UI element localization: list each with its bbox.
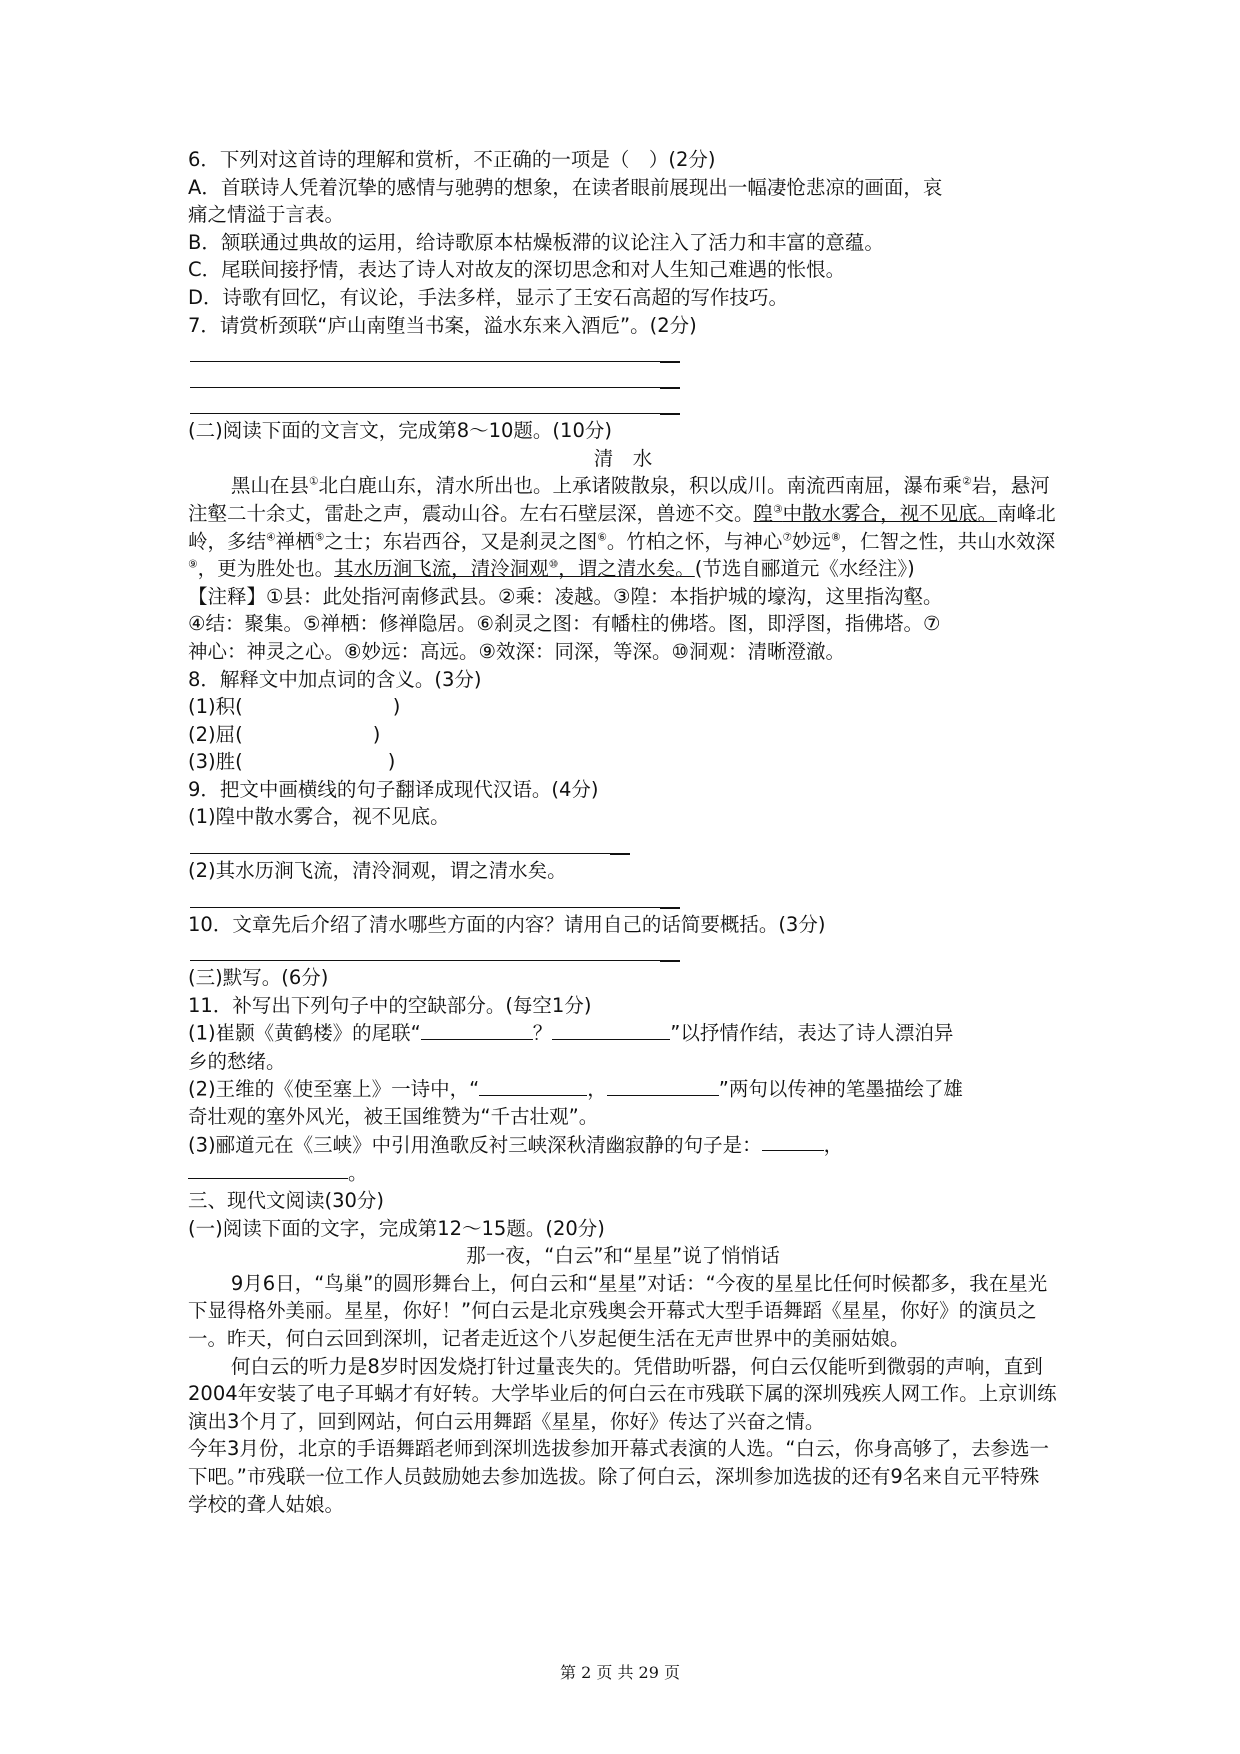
q6-option-d: D．诗歌有回忆，有议论，手法多样，显示了王安石高超的写作技巧。 xyxy=(188,285,789,309)
q6-option-c: C．尾联间接抒情，表达了诗人对故友的深切思念和对人生知己难遇的怅恨。 xyxy=(188,258,846,282)
answer-line[interactable] xyxy=(188,365,1058,391)
article-paragraph: 9月6日，“鸟巢”的圆形舞台上，何白云和“星星”对话：“今夜的星星比任何时候都多，我在星光下显得格外美丽。星星，你好！”何白云是北京残奥会开幕式大型手语舞蹈《星星，你好》的演员之一。昨天，何白云回到深圳，记者走近这个八岁起便生活在无声世界中的美丽姑娘。 xyxy=(188,1271,1048,1350)
note-marker: ⑤ xyxy=(314,530,325,544)
q8-item: (2)屈( ) xyxy=(188,722,381,746)
section2-heading: (二)阅读下面的文言文，完成第8～10题。(10分) xyxy=(188,419,612,443)
article-paragraph: 今年3月份，北京的手语舞蹈老师到深圳选拔参加开幕式表演的人选。“白云，你身高够了，去参选一下吧。”市残联一位工作人员鼓励她去参加选拔。除了何白云，深圳参加选拔的还有9名来自元平特殊学校的聋人姑娘。 xyxy=(188,1437,1050,1516)
fill-blank[interactable] xyxy=(762,1131,824,1152)
q9-sentence-1: (1)隍中散水雾合，视不见底。 xyxy=(188,805,450,829)
note-marker: ⑦ xyxy=(782,530,793,544)
fill-blank[interactable] xyxy=(607,1075,719,1096)
answer-line[interactable] xyxy=(188,885,1058,911)
section3-heading: (三)默写。(6分) xyxy=(188,966,329,990)
note-marker: ⑥ xyxy=(597,530,607,544)
answer-line[interactable] xyxy=(188,339,1058,365)
article-paragraph: 何白云的听力是8岁时因发烧打针过量丧失的。凭借助听器，何白云仅能听到微弱的声响，直到2004年安装了电子耳蜗才有好转。大学毕业后的何白云在市残联下属的深圳残疾人网工作。上京训练演出3个月了，回到网站，何白云用舞蹈《星星，你好》传达了兴奋之情。 xyxy=(188,1354,1057,1433)
document-page xyxy=(188,146,1058,1518)
note-marker: ② xyxy=(962,474,972,488)
passage-title: 清 水 xyxy=(593,446,653,470)
part3-heading: 三、现代文阅读(30分) xyxy=(188,1189,385,1212)
q11-item-1: (1)崔颢《黄鹤楼》的尾联“ ？ ”以抒情作结，表达了诗人漂泊异 乡的愁绪。 xyxy=(188,1019,1058,1075)
q8-item: (3)胜( ) xyxy=(188,750,396,774)
q6-option-a-line2: 痛之情溢于言表。 xyxy=(188,203,345,227)
q6-stem: 6．下列对这首诗的理解和赏析，不正确的一项是（ ）(2分) xyxy=(188,148,716,171)
annotation-line: 【注释】①县：此处指河南修武县。②乘：凌越。③隍：本指护城的壕沟，这里指沟壑。 xyxy=(188,584,943,608)
q11-item-2: (2)王维的《使至塞上》一诗中，“ ， ”两句以传神的笔墨描绘了雄 奇壮观的塞外风光，被王国维赞为“千古壮观”。 xyxy=(188,1075,1058,1131)
note-marker: ⑨ xyxy=(188,557,198,571)
annotation-line: 神心：神灵之心。⑧妙远：高远。⑨效深：同深，等深。⑩洞观：清晰澄澈。 xyxy=(188,639,845,663)
fill-blank[interactable] xyxy=(421,1019,533,1040)
q9-sentence-2: (2)其水历涧飞流，清泠洞观，谓之清水矣。 xyxy=(188,859,567,883)
note-marker: ④ xyxy=(266,530,276,544)
answer-line[interactable] xyxy=(188,391,1058,417)
answer-line[interactable] xyxy=(188,831,1058,857)
fill-blank[interactable] xyxy=(188,1159,348,1180)
q9-stem: 9．把文中画横线的句子翻译成现代汉语。(4分) xyxy=(188,777,599,801)
q8-item: (1)积( ) xyxy=(188,695,401,719)
q6-option-b: B．颔联通过典故的运用，给诗歌原本枯燥板滞的议论注入了活力和丰富的意蕴。 xyxy=(188,230,884,254)
classical-passage: 黑山在县①北白鹿山东，清水所出也。上承诸陂散泉，积以成川。南流西南屈，瀑布乘②岩，悬河注壑二十余丈，雷赴之声，震动山谷。左右石壁层深，兽迹不交。隍③中散水雾合，视不见底。南峰北岭，多结④禅栖⑤之士；东岩西谷，又是刹灵之图⑥。竹柏之怀，与神心⑦妙远⑧，仁智之性，共山水效深⑨，更为胜处也。其水历涧飞流，清泠洞观⑩，谓之清水矣。(节选自郦道元《水经注》) xyxy=(188,474,1056,581)
article-title: 那一夜，“白云”和“星星”说了悄悄话 xyxy=(466,1244,780,1268)
q10-stem: 10．文章先后介绍了清水哪些方面的内容？请用自己的话简要概括。(3分) xyxy=(188,912,826,936)
note-marker: ① xyxy=(308,474,319,488)
underlined-sentence-1: 隍③中散水雾合，视不见底。 xyxy=(753,501,998,525)
page-footer: 第 2 页 共 29 页 xyxy=(560,1663,680,1682)
annotation-line: ④结：聚集。⑤禅栖：修禅隐居。⑥刹灵之图：有幡柱的佛塔。图，即浮图，指佛塔。⑦ xyxy=(188,612,941,636)
q6-option-a-line1: A．首联诗人凭着沉挚的感情与驰骋的想象，在读者眼前展现出一幅凄怆悲凉的画面，哀 xyxy=(188,175,943,199)
answer-line[interactable] xyxy=(188,938,1058,964)
q11-item-3: (3)郦道元在《三峡》中引用渔歌反衬三峡深秋清幽寂静的句子是： ， 。 xyxy=(188,1131,1058,1187)
fill-blank[interactable] xyxy=(552,1019,670,1040)
note-marker: ⑧ xyxy=(831,530,841,544)
fill-blank[interactable] xyxy=(479,1075,587,1096)
q7-stem: 7．请赏析颈联“庐山南堕当书案，溢水东来入酒卮”。(2分) xyxy=(188,313,697,337)
underlined-sentence-2: 其水历涧飞流，清泠洞观⑩，谓之清水矣。 xyxy=(334,557,695,581)
q8-stem: 8．解释文中加点词的含义。(3分) xyxy=(188,667,482,691)
part3-subheading: (一)阅读下面的文字，完成第12～15题。(20分) xyxy=(188,1216,605,1240)
q11-stem: 11．补写出下列句子中的空缺部分。(每空1分) xyxy=(188,993,592,1017)
